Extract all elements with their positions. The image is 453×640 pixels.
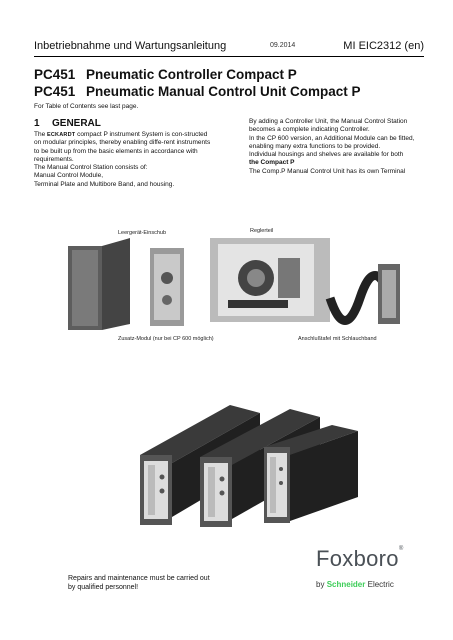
right-column [249,118,429,176]
paragraph: The Comp.P Manual Control Unit has its own Terminal [249,167,406,175]
label-controller-part: Reglerteil [250,228,274,234]
list-item: Terminal Plate and Multibore Band, and housing. [34,180,175,188]
paragraph-text: compact P instrument System is con-structed on modular principles, thereby enabling diffe-rent instruments to be built up from the basic elements in accordance with requirements. [34,131,211,163]
section-heading [34,118,101,129]
label-additional-module: Zusatz-Modul (nur bei CP 600 möglich) [118,336,214,342]
housed-units-illustration [100,385,362,533]
list-item: Manual Control Module, [34,172,104,180]
housed-units-photo [100,385,362,533]
label-empty-insert: Leergerät-Einschub [118,230,167,236]
label-terminal-plate: Anschlußtafel mit Schlauchband [298,336,377,342]
title-code: PC451 [34,84,76,99]
logo-registered-mark: ® [398,546,404,552]
logo-by: by [316,580,325,589]
toc-note: For Table of Contents see last page. [34,103,139,110]
paragraph-text: The [34,131,46,138]
schneider-electric-logo [316,580,394,589]
header-doc-number: MI EIC2312 (en) [343,40,424,52]
paragraph: The Manual Control Station consists of: [34,164,148,172]
title-line-2 [34,83,361,100]
logo-brand: Foxboro [316,546,399,571]
section-number: 1 [34,118,40,129]
paragraph: Individual housings and shelves are available for both [249,151,404,159]
header-left: Inbetriebnahme und Wartungsanleitung [34,40,227,52]
modules-photo [60,228,410,348]
title-text: Pneumatic Manual Control Unit Compact P [86,84,361,99]
logo-electric: Electric [367,580,394,589]
title-text: Pneumatic Controller Compact P [86,67,297,82]
page-header [34,40,424,57]
foxboro-logo [316,546,404,572]
paragraph [34,131,214,164]
logo-schneider: Schneider [326,580,366,589]
eckardt-brand: ECKARDT [47,132,76,138]
header-date: 09.2014 [270,42,296,49]
section-title: GENERAL [52,118,101,129]
title-code: PC451 [34,67,76,82]
paragraph: By adding a Controller Unit, the Manual Control Station becomes a complete indicating Controller. [249,118,408,134]
paragraph: In the CP 600 version, an Additional Module can be fitted, enabling many extra functions to be provided. [249,134,415,150]
maintenance-warning: Repairs and maintenance must be carried out by qualified personnel! [68,575,210,591]
left-column [34,131,214,189]
paragraph: the Compact P [249,159,295,167]
modules-illustration [60,228,410,348]
title-line-1 [34,66,297,83]
